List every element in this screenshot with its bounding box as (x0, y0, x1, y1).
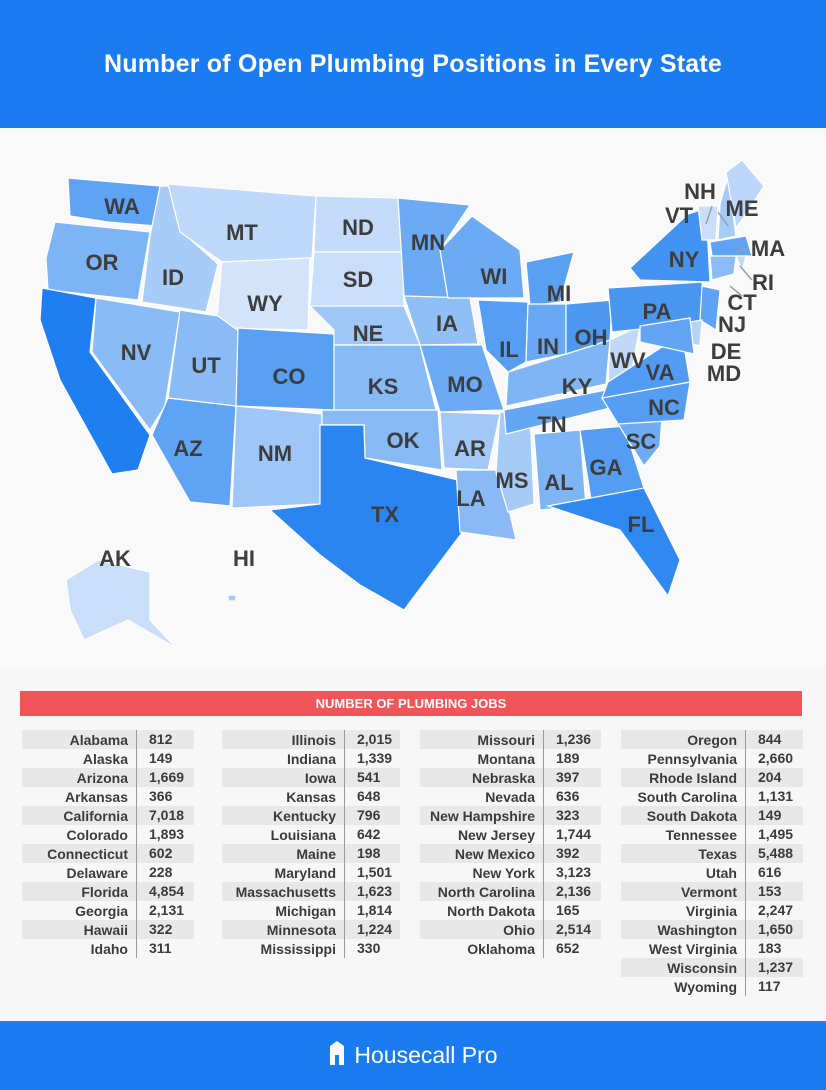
state-name: Maryland (274, 864, 336, 881)
table-row (22, 749, 194, 768)
state-label-mo: MO (447, 372, 483, 397)
job-count: 228 (136, 863, 194, 882)
table-row (621, 730, 803, 749)
state-label-ne: NE (352, 321, 384, 346)
state-name: Alabama (69, 731, 128, 748)
table-row (621, 920, 803, 939)
table-column (420, 730, 601, 958)
job-count: 1,495 (745, 825, 803, 844)
job-count: 5,488 (745, 844, 803, 863)
state-name: Alaska (82, 750, 128, 767)
state-label-nc: NC (648, 395, 680, 420)
state-name: Virginia (685, 902, 737, 919)
state-name: Arkansas (64, 788, 128, 805)
table-row (420, 901, 601, 920)
job-count: 1,339 (344, 749, 400, 768)
state-label-tx: TX (370, 502, 400, 527)
state-label-ar: AR (454, 436, 486, 461)
table-row (22, 844, 194, 863)
table-row (222, 825, 400, 844)
state-label-ri: RI (752, 270, 774, 295)
table-row (420, 768, 601, 787)
job-count: 204 (745, 768, 803, 787)
state-name: Minnesota (266, 921, 336, 938)
job-count: 1,669 (136, 768, 194, 787)
table-row (222, 768, 400, 787)
state-name: Connecticut (47, 845, 128, 862)
state-name: Wyoming (674, 978, 737, 995)
table-row (420, 806, 601, 825)
state-name: Massachusetts (235, 883, 336, 900)
state-label-il: IL (499, 337, 519, 362)
state-name: New York (472, 864, 535, 881)
state-name: North Carolina (437, 883, 535, 900)
state-label-wa: WA (104, 194, 140, 219)
state-label-in: IN (537, 334, 559, 359)
state-shape-ak (66, 560, 176, 648)
table-row (621, 901, 803, 920)
state-name: Louisiana (270, 826, 336, 843)
table-row (420, 863, 601, 882)
job-count: 1,131 (745, 787, 803, 806)
job-count: 844 (745, 730, 803, 749)
house-icon (328, 1040, 346, 1072)
state-label-hi: HI (233, 546, 255, 571)
job-count: 366 (136, 787, 194, 806)
state-name: California (63, 807, 128, 824)
state-label-ma: MA (750, 236, 786, 261)
us-map (0, 128, 826, 668)
state-label-nh: NH (684, 179, 716, 204)
job-count: 165 (543, 901, 601, 920)
table-row (420, 730, 601, 749)
job-count: 311 (136, 939, 194, 958)
table-row (621, 787, 803, 806)
state-name: Rhode Island (649, 769, 737, 786)
state-name: West Virginia (648, 940, 737, 957)
state-label-fl: FL (627, 512, 655, 537)
state-label-tn: TN (537, 412, 567, 437)
state-name: New Hampshire (429, 807, 535, 824)
state-name: Washington (657, 921, 737, 938)
state-name: Idaho (90, 940, 128, 957)
job-count: 652 (543, 939, 601, 958)
job-count: 1,501 (344, 863, 400, 882)
job-count: 2,015 (344, 730, 400, 749)
state-label-mi: MI (546, 281, 572, 306)
state-label-mn: MN (410, 230, 446, 255)
state-shape-fl (548, 488, 680, 596)
state-label-nd: ND (342, 215, 374, 240)
state-label-wy: WY (247, 291, 283, 316)
state-label-ms: MS (495, 468, 529, 493)
job-count: 322 (136, 920, 194, 939)
job-count: 392 (543, 844, 601, 863)
job-count: 2,136 (543, 882, 601, 901)
state-name: Illinois (291, 731, 336, 748)
state-label-sd: SD (342, 267, 374, 292)
state-label-sc: SC (625, 429, 657, 454)
table-column (222, 730, 400, 958)
job-count: 149 (136, 749, 194, 768)
table-row (621, 749, 803, 768)
job-count: 153 (745, 882, 803, 901)
state-name: Wisconsin (667, 959, 737, 976)
state-name: Montana (477, 750, 535, 767)
state-label-ct: CT (727, 290, 757, 315)
state-shape-ct (710, 256, 736, 280)
state-label-ok: OK (386, 428, 420, 453)
state-label-oh: OH (574, 325, 608, 350)
state-name: Utah (705, 864, 737, 881)
leader-line (740, 266, 752, 280)
state-name: Indiana (286, 750, 336, 767)
table-row (420, 844, 601, 863)
table-row (621, 958, 803, 977)
state-name: Hawaii (83, 921, 128, 938)
job-count: 616 (745, 863, 803, 882)
state-label-ny: NY (668, 247, 700, 272)
table-row (621, 825, 803, 844)
table-row (22, 806, 194, 825)
table-row (621, 939, 803, 958)
job-count: 796 (344, 806, 400, 825)
table-row (222, 882, 400, 901)
table-row (420, 749, 601, 768)
table-row (222, 806, 400, 825)
state-name: Georgia (75, 902, 128, 919)
job-count: 1,814 (344, 901, 400, 920)
state-label-nm: NM (257, 441, 293, 466)
table-row (22, 787, 194, 806)
job-count: 397 (543, 768, 601, 787)
table-row (621, 844, 803, 863)
job-count: 648 (344, 787, 400, 806)
state-label-ga: GA (589, 455, 623, 480)
state-label-ia: IA (436, 311, 458, 336)
job-count: 642 (344, 825, 400, 844)
state-label-la: LA (456, 486, 486, 511)
state-label-va: VA (645, 360, 675, 385)
job-count: 1,744 (543, 825, 601, 844)
job-count: 1,236 (543, 730, 601, 749)
state-name: South Dakota (646, 807, 737, 824)
table-row (420, 920, 601, 939)
table-row (222, 749, 400, 768)
state-name: Colorado (66, 826, 128, 843)
table-row (420, 882, 601, 901)
job-count: 323 (543, 806, 601, 825)
state-label-mt: MT (226, 220, 258, 245)
footer-banner (0, 1021, 826, 1090)
state-name: Oklahoma (467, 940, 535, 957)
title-banner (0, 0, 826, 128)
state-label-me: ME (725, 196, 759, 221)
state-name: Iowa (304, 769, 336, 786)
table-row (22, 768, 194, 787)
table-row (22, 901, 194, 920)
jobs-table (0, 730, 826, 1000)
job-count: 7,018 (136, 806, 194, 825)
table-row (22, 825, 194, 844)
table-title: NUMBER OF PLUMBING JOBS (20, 691, 802, 716)
us-map-svg (0, 128, 826, 668)
job-count: 149 (745, 806, 803, 825)
state-label-ky: KY (561, 374, 593, 399)
state-name: Kansas (286, 788, 336, 805)
state-name: Pennsylvania (647, 750, 737, 767)
state-name: Nebraska (471, 769, 535, 786)
table-row (22, 939, 194, 958)
state-label-id: ID (162, 265, 184, 290)
state-label-nv: NV (120, 340, 152, 365)
state-label-de: DE (710, 339, 742, 364)
job-count: 2,131 (136, 901, 194, 920)
state-name: Florida (81, 883, 128, 900)
state-label-md: MD (706, 361, 742, 386)
state-name: New Mexico (454, 845, 535, 862)
table-row (621, 882, 803, 901)
job-count: 330 (344, 939, 400, 958)
state-name: Maine (296, 845, 336, 862)
state-name: Nevada (485, 788, 535, 805)
state-name: Delaware (66, 864, 128, 881)
table-row (621, 977, 803, 996)
job-count: 3,123 (543, 863, 601, 882)
table-row (222, 901, 400, 920)
job-count: 189 (543, 749, 601, 768)
state-name: Oregon (687, 731, 737, 748)
table-row (420, 939, 601, 958)
job-count: 636 (543, 787, 601, 806)
state-name: Arizona (76, 769, 128, 786)
job-count: 1,237 (745, 958, 803, 977)
table-row (222, 730, 400, 749)
table-row (621, 768, 803, 787)
state-label-or: OR (85, 250, 119, 275)
state-label-az: AZ (173, 436, 203, 461)
state-shape-hi (228, 595, 236, 601)
brand-name: Housecall Pro (354, 1042, 498, 1068)
state-label-ks: KS (367, 374, 399, 399)
table-row (22, 863, 194, 882)
state-label-al: AL (544, 470, 574, 495)
state-label-vt: VT (664, 203, 694, 228)
table-row (22, 920, 194, 939)
state-name: Michigan (275, 902, 336, 919)
state-label-pa: PA (642, 299, 672, 324)
job-count: 2,660 (745, 749, 803, 768)
table-row (420, 825, 601, 844)
state-name: Ohio (503, 921, 535, 938)
state-name: Texas (698, 845, 737, 862)
table-row (222, 863, 400, 882)
state-name: Tennessee (665, 826, 737, 843)
job-count: 183 (745, 939, 803, 958)
table-row (22, 730, 194, 749)
job-count: 117 (745, 977, 803, 996)
state-label-wv: WV (610, 348, 646, 373)
job-count: 198 (344, 844, 400, 863)
table-row (621, 863, 803, 882)
table-row (22, 882, 194, 901)
table-row (222, 844, 400, 863)
state-name: Mississippi (260, 940, 336, 957)
state-shape-vt (698, 206, 718, 240)
state-name: North Dakota (447, 902, 535, 919)
state-label-nj: NJ (717, 312, 747, 337)
table-column (621, 730, 803, 996)
job-count: 602 (136, 844, 194, 863)
job-count: 1,224 (344, 920, 400, 939)
state-name: South Carolina (637, 788, 737, 805)
state-label-ak: AK (99, 546, 131, 571)
table-row (420, 787, 601, 806)
job-count: 1,893 (136, 825, 194, 844)
table-row (222, 939, 400, 958)
state-label-ut: UT (191, 353, 221, 378)
job-count: 4,854 (136, 882, 194, 901)
job-count: 2,514 (543, 920, 601, 939)
job-count: 2,247 (745, 901, 803, 920)
job-count: 1,650 (745, 920, 803, 939)
state-label-wi: WI (480, 264, 508, 289)
state-name: Vermont (680, 883, 737, 900)
job-count: 1,623 (344, 882, 400, 901)
table-row (621, 806, 803, 825)
state-name: New Jersey (457, 826, 535, 843)
state-name: Missouri (477, 731, 535, 748)
state-name: Kentucky (272, 807, 336, 824)
table-row (222, 920, 400, 939)
page-title: Number of Open Plumbing Positions in Every State (103, 49, 723, 78)
job-count: 541 (344, 768, 400, 787)
state-label-co: CO (272, 364, 306, 389)
job-count: 812 (136, 730, 194, 749)
table-row (222, 787, 400, 806)
table-column (22, 730, 194, 958)
